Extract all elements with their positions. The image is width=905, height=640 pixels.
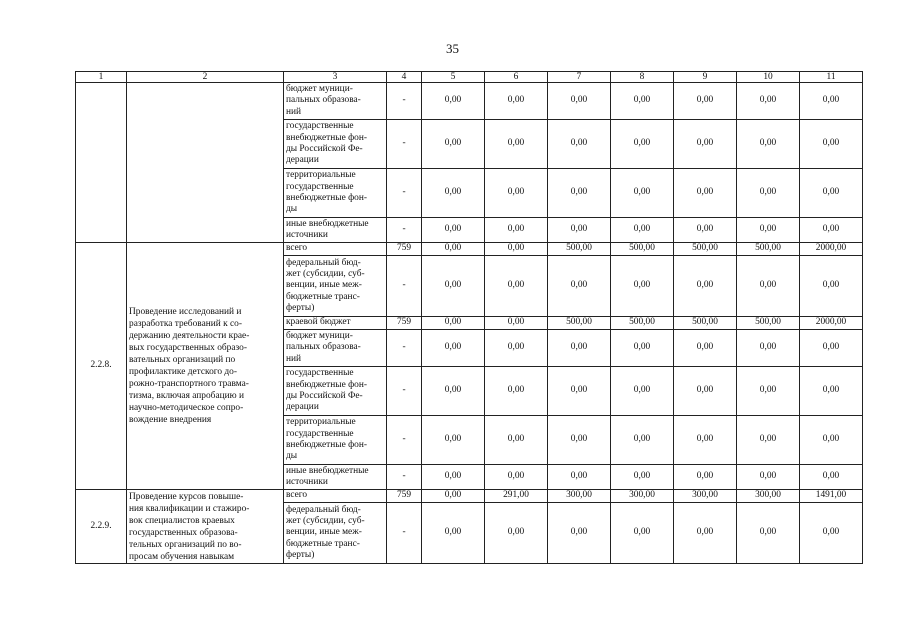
amount-cell: 0,00	[800, 256, 863, 317]
amount-cell: 0,00	[800, 83, 863, 120]
amount-cell: 0,00	[674, 503, 737, 564]
funding-source: государственные внебюджетные фон- ды Российской Фе- дерации	[284, 367, 387, 416]
item-code	[76, 83, 127, 243]
column-4-value: -	[387, 83, 422, 120]
amount-cell: 300,00	[674, 490, 737, 503]
amount-cell: 0,00	[737, 416, 800, 465]
amount-cell: 0,00	[737, 330, 800, 367]
amount-cell: 500,00	[737, 243, 800, 256]
amount-cell: 0,00	[611, 330, 674, 367]
amount-cell: 0,00	[485, 416, 548, 465]
amount-cell: 0,00	[611, 465, 674, 490]
column-4-value: 759	[387, 243, 422, 256]
amount-cell: 0,00	[485, 367, 548, 416]
amount-cell: 0,00	[422, 465, 485, 490]
funding-source: федеральный бюд- жет (субсидии, суб- венции, иные меж- бюджетные транс- ферты)	[284, 503, 387, 564]
amount-cell: 0,00	[422, 169, 485, 218]
column-4-value: -	[387, 120, 422, 169]
amount-cell: 0,00	[674, 256, 737, 317]
column-4-value: -	[387, 465, 422, 490]
amount-cell: 0,00	[422, 83, 485, 120]
amount-cell: 0,00	[611, 83, 674, 120]
amount-cell: 0,00	[611, 120, 674, 169]
amount-cell: 500,00	[611, 243, 674, 256]
amount-cell: 500,00	[548, 243, 611, 256]
amount-cell: 0,00	[800, 120, 863, 169]
column-header: 9	[674, 72, 737, 83]
amount-cell: 0,00	[422, 256, 485, 317]
column-header: 11	[800, 72, 863, 83]
amount-cell: 0,00	[674, 367, 737, 416]
amount-cell: 0,00	[800, 330, 863, 367]
column-header: 4	[387, 72, 422, 83]
amount-cell: 0,00	[485, 465, 548, 490]
amount-cell: 1491,00	[800, 490, 863, 503]
item-description	[127, 83, 284, 243]
column-header: 8	[611, 72, 674, 83]
amount-cell: 0,00	[548, 503, 611, 564]
amount-cell: 0,00	[422, 330, 485, 367]
amount-cell: 2000,00	[800, 243, 863, 256]
funding-source: федеральный бюд- жет (субсидии, суб- венции, иные меж- бюджетные транс- ферты)	[284, 256, 387, 317]
table-row	[76, 490, 863, 503]
amount-cell: 291,00	[485, 490, 548, 503]
amount-cell: 0,00	[674, 120, 737, 169]
amount-cell: 0,00	[548, 120, 611, 169]
amount-cell: 0,00	[611, 503, 674, 564]
amount-cell: 0,00	[548, 218, 611, 243]
amount-cell: 500,00	[737, 317, 800, 330]
column-header: 6	[485, 72, 548, 83]
amount-cell: 0,00	[611, 256, 674, 317]
amount-cell: 0,00	[485, 256, 548, 317]
amount-cell: 0,00	[485, 120, 548, 169]
amount-cell: 0,00	[800, 169, 863, 218]
amount-cell: 500,00	[674, 243, 737, 256]
table-row	[76, 83, 863, 120]
column-4-value: -	[387, 256, 422, 317]
amount-cell: 0,00	[674, 465, 737, 490]
funding-source: всего	[284, 490, 387, 503]
amount-cell: 0,00	[422, 317, 485, 330]
funding-source: государственные внебюджетные фон- ды Российской Фе- дерации	[284, 120, 387, 169]
amount-cell: 0,00	[674, 83, 737, 120]
amount-cell: 0,00	[737, 465, 800, 490]
amount-cell: 0,00	[485, 317, 548, 330]
amount-cell: 500,00	[611, 317, 674, 330]
amount-cell: 0,00	[548, 169, 611, 218]
column-4-value: -	[387, 218, 422, 243]
funding-source: иные внебюджетные источники	[284, 465, 387, 490]
funding-source: бюджет муници- пальных образова- ний	[284, 83, 387, 120]
amount-cell: 300,00	[611, 490, 674, 503]
item-code: 2.2.8.	[76, 243, 127, 490]
table-row	[76, 243, 863, 256]
amount-cell: 0,00	[674, 330, 737, 367]
amount-cell: 0,00	[737, 218, 800, 243]
column-4-value: -	[387, 416, 422, 465]
amount-cell: 300,00	[737, 490, 800, 503]
header-row	[76, 72, 863, 83]
amount-cell: 0,00	[737, 367, 800, 416]
amount-cell: 0,00	[548, 465, 611, 490]
column-4-value: -	[387, 169, 422, 218]
amount-cell: 500,00	[674, 317, 737, 330]
page-number: 35	[446, 41, 459, 56]
amount-cell: 0,00	[737, 120, 800, 169]
amount-cell: 0,00	[800, 503, 863, 564]
funding-source: территориальные государственные внебюджетные фон- ды	[284, 169, 387, 218]
amount-cell: 0,00	[548, 256, 611, 317]
funding-source: краевой бюджет	[284, 317, 387, 330]
amount-cell: 0,00	[548, 367, 611, 416]
amount-cell: 0,00	[485, 243, 548, 256]
column-4-value: 759	[387, 317, 422, 330]
column-4-value: 759	[387, 490, 422, 503]
amount-cell: 0,00	[611, 218, 674, 243]
amount-cell: 2000,00	[800, 317, 863, 330]
amount-cell: 0,00	[548, 330, 611, 367]
funding-source: бюджет муници- пальных образова- ний	[284, 330, 387, 367]
amount-cell: 0,00	[737, 169, 800, 218]
amount-cell: 0,00	[611, 416, 674, 465]
column-header: 3	[284, 72, 387, 83]
column-header: 2	[127, 72, 284, 83]
amount-cell: 500,00	[548, 317, 611, 330]
amount-cell: 0,00	[737, 83, 800, 120]
amount-cell: 0,00	[548, 83, 611, 120]
amount-cell: 0,00	[674, 416, 737, 465]
amount-cell: 0,00	[422, 490, 485, 503]
amount-cell: 0,00	[611, 169, 674, 218]
amount-cell: 0,00	[485, 83, 548, 120]
item-description: Проведение курсов повыше- ния квалификации и стажиро- вок специалистов краевых государственных образова- тельных организаций по во- просам обучения навыкам	[127, 490, 284, 564]
amount-cell: 0,00	[485, 169, 548, 218]
funding-source: всего	[284, 243, 387, 256]
budget-table	[75, 71, 863, 564]
amount-cell: 0,00	[800, 218, 863, 243]
amount-cell: 0,00	[422, 367, 485, 416]
amount-cell: 0,00	[737, 503, 800, 564]
item-code: 2.2.9.	[76, 490, 127, 564]
amount-cell: 300,00	[548, 490, 611, 503]
amount-cell: 0,00	[548, 416, 611, 465]
amount-cell: 0,00	[485, 330, 548, 367]
amount-cell: 0,00	[422, 416, 485, 465]
column-header: 5	[422, 72, 485, 83]
item-description: Проведение исследований и разработка требований к со- держанию деятельности крае- вых государственных образо- вательных организаций по профилактике детского до- рожно-транспортного травма- тизма, включая апробацию и научно-методическое сопро- вождение внедрения	[127, 243, 284, 490]
column-4-value: -	[387, 367, 422, 416]
column-header: 7	[548, 72, 611, 83]
amount-cell: 0,00	[422, 120, 485, 169]
column-header: 10	[737, 72, 800, 83]
amount-cell: 0,00	[800, 367, 863, 416]
amount-cell: 0,00	[800, 416, 863, 465]
column-4-value: -	[387, 503, 422, 564]
amount-cell: 0,00	[737, 256, 800, 317]
column-header: 1	[76, 72, 127, 83]
amount-cell: 0,00	[674, 218, 737, 243]
amount-cell: 0,00	[485, 218, 548, 243]
amount-cell: 0,00	[611, 367, 674, 416]
amount-cell: 0,00	[485, 503, 548, 564]
amount-cell: 0,00	[422, 503, 485, 564]
funding-source: территориальные государственные внебюджетные фон- ды	[284, 416, 387, 465]
amount-cell: 0,00	[800, 465, 863, 490]
funding-source: иные внебюджетные источники	[284, 218, 387, 243]
amount-cell: 0,00	[674, 169, 737, 218]
column-4-value: -	[387, 330, 422, 367]
amount-cell: 0,00	[422, 243, 485, 256]
amount-cell: 0,00	[422, 218, 485, 243]
